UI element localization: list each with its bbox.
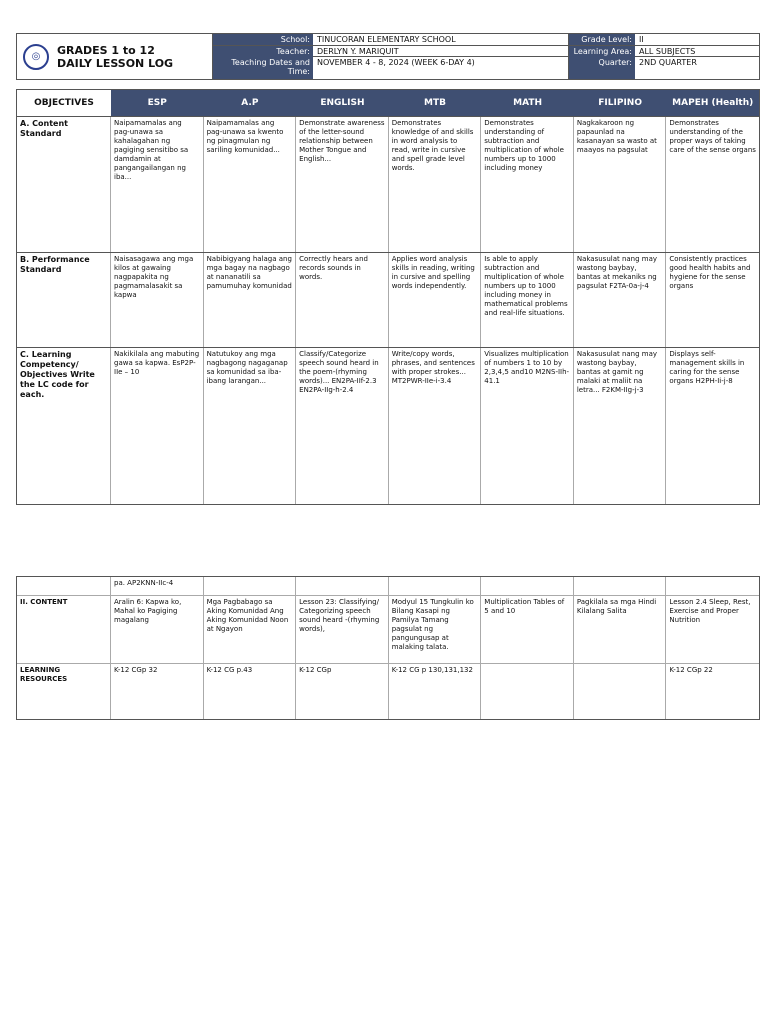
title-line-2: DAILY LESSON LOG: [57, 56, 174, 70]
cell-mtb: Applies word analysis skills in reading, writing in cursive and spelling words independently.: [389, 253, 482, 347]
cell: Mga Pagbabago sa Aking Komunidad Ang Aking Komunidad Noon at Ngayon: [204, 596, 297, 663]
cell-mtb: Write/copy words, phrases, and sentences with proper strokes... MT2PWR-IIe-i-3.4: [389, 348, 482, 504]
content-row: [17, 595, 759, 663]
teacher-value: DERLYN Y. MARIQUIT: [317, 47, 399, 56]
grade-label: Grade Level:: [569, 34, 635, 45]
dates-row: [213, 57, 568, 79]
column-english: ENGLISH: [296, 90, 389, 116]
column-esp: ESP: [111, 90, 204, 116]
cell-ap: Nabibigyang halaga ang mga bagay na nagbago at nananatili sa pamumuhay komunidad: [204, 253, 297, 347]
column-mtb: MTB: [389, 90, 482, 116]
row-label: LEARNING RESOURCES: [17, 664, 111, 719]
column-ap: A.P: [204, 90, 297, 116]
learning-area-label: Learning Area:: [569, 46, 635, 57]
cell-esp: Nakikilala ang mabuting gawa sa kapwa. EsP2P- IIe – 10: [111, 348, 204, 504]
row-label: C. Learning Competency/ Objectives Write the LC code for each.: [17, 348, 111, 504]
cell-english: Correctly hears and records sounds in words.: [296, 253, 389, 347]
school-label: School:: [213, 34, 313, 45]
learning-area-row: [569, 46, 759, 57]
cell: K-12 CG p.43: [204, 664, 297, 719]
content-standard-row: [16, 117, 760, 253]
cell: K-12 CGp: [296, 664, 389, 719]
second-table: [16, 576, 760, 720]
cell: Modyul 15 Tungkulin ko Bilang Kasapi ng Pamilya Tamang pagsulat ng pangungusap at malaking talata.: [389, 596, 482, 663]
cell-math: Visualizes multiplication of numbers 1 to 10 by 2,3,4,5 and10 M2NS-IIh-41.1: [481, 348, 574, 504]
cell: [666, 577, 759, 595]
row-label: II. CONTENT: [17, 596, 111, 663]
cell-filipino: Nakasusulat nang may wastong baybay, bantas at mekaniks ng pagsulat F2TA-0a-j-4: [574, 253, 667, 347]
learning-area-value: ALL SUBJECTS: [639, 47, 696, 56]
cell-esp: Naipamamalas ang pag-unawa sa kahalagahan ng pagiging sensitibo sa damdamin at pangangailangan ng iba...: [111, 117, 204, 252]
title-line-1: GRADES 1 to 12: [57, 43, 155, 57]
cell-mtb: Demonstrates knowledge of and skills in word analysis to read, write in cursive and spell grade level words.: [389, 117, 482, 252]
performance-standard-row: [16, 253, 760, 348]
cell-mapeh: Displays self-management skills in caring for the sense organs H2PH-Ii-j-8: [669, 350, 745, 385]
cell: [389, 577, 482, 595]
cell: [481, 664, 574, 719]
cell: Aralin 6: Kapwa ko, Mahal ko Pagiging magalang: [111, 596, 204, 663]
cell-mapeh: Consistently practices good health habits and hygiene for the sense organs: [669, 255, 751, 290]
dates-label: Teaching Dates and Time:: [213, 57, 313, 79]
cell-filipino: Nakasusulat nang may wastong baybay, bantas at gamit ng malaki at maliit na letra... F2KM-IIg-j-3: [574, 348, 667, 504]
continued-row: [17, 577, 759, 595]
brand-block: [17, 34, 213, 79]
cell-math: Is able to apply subtraction and multiplication of whole numbers up to 1000 including money in mathematical problems and real-life situations.: [481, 253, 574, 347]
resources-row: [17, 663, 759, 719]
cell: [296, 577, 389, 595]
cell: pa. AP2KNN-IIc-4: [111, 577, 204, 595]
cell: [574, 664, 667, 719]
cell: Multiplication Tables of 5 and 10: [481, 596, 574, 663]
dates-value: NOVEMBER 4 - 8, 2024 (WEEK 6-DAY 4): [317, 58, 475, 67]
row-label: A. Content Standard: [17, 117, 111, 252]
cell-mapeh: Demonstrates understanding of the proper ways of taking care of the sense organs: [669, 119, 756, 154]
cell-ap: Naipamamalas ang pag-unawa sa kwento ng pinagmulan ng sariling komunidad...: [204, 117, 297, 252]
quarter-value: 2ND QUARTER: [639, 58, 697, 67]
cell: [204, 577, 297, 595]
meta-block: [213, 34, 569, 79]
cell: Lesson 23: Classifying/ Categorizing speech sound heard -(rhyming words),: [296, 596, 389, 663]
cell: K-12 CGp 22: [669, 666, 713, 674]
cell: Lesson 2.4 Sleep, Rest, Exercise and Proper Nutrition: [669, 598, 751, 624]
school-value: TINUCORAN ELEMENTARY SCHOOL: [317, 35, 456, 44]
column-math: MATH: [481, 90, 574, 116]
cell: [481, 577, 574, 595]
cell: Pagkilala sa mga Hindi Kilalang Salita: [574, 596, 667, 663]
row-label: [17, 577, 111, 595]
cell-filipino: Nagkakaroon ng papaunlad na kasanayan sa wasto at maayos na pagsulat: [574, 117, 667, 252]
column-filipino: FILIPINO: [574, 90, 667, 116]
objectives-label: OBJECTIVES: [17, 90, 111, 116]
cell-ap: Natutukoy ang mga nagbagong nagaganap sa komunidad sa iba-ibang larangan...: [204, 348, 297, 504]
school-row: [213, 34, 568, 46]
teacher-label: Teacher:: [213, 46, 313, 57]
grade-value: II: [639, 35, 644, 44]
row-label: B. Performance Standard: [17, 253, 111, 347]
deped-seal-icon: ◎: [23, 44, 49, 70]
grade-row: [569, 34, 759, 46]
header: [16, 33, 760, 80]
quarter-label: Quarter:: [569, 57, 635, 79]
cell-english: Demonstrate awareness of the letter-sound relationship between Mother Tongue and English...: [296, 117, 389, 252]
cell-math: Demonstrates understanding of subtraction and multiplication of whole numbers up to 1000 including money: [481, 117, 574, 252]
cell-english: Classify/Categorize speech sound heard in the poem-(rhyming words)... EN2PA-IIf-2.3 EN2PA-IIg-h-2.4: [296, 348, 389, 504]
teacher-row: [213, 46, 568, 57]
learning-competency-row: [16, 348, 760, 505]
cell: [574, 577, 667, 595]
quarter-row: [569, 57, 759, 79]
cell-esp: Naisasagawa ang mga kilos at gawaing nagpapakita ng pagmamalasakit sa kapwa: [111, 253, 204, 347]
right-meta-block: [569, 34, 759, 79]
objectives-header-row: [16, 89, 760, 117]
title: [57, 44, 173, 70]
column-mapeh: MAPEH (Health): [666, 90, 759, 116]
cell: K-12 CGp 32: [111, 664, 204, 719]
cell: K-12 CG p 130,131,132: [389, 664, 482, 719]
